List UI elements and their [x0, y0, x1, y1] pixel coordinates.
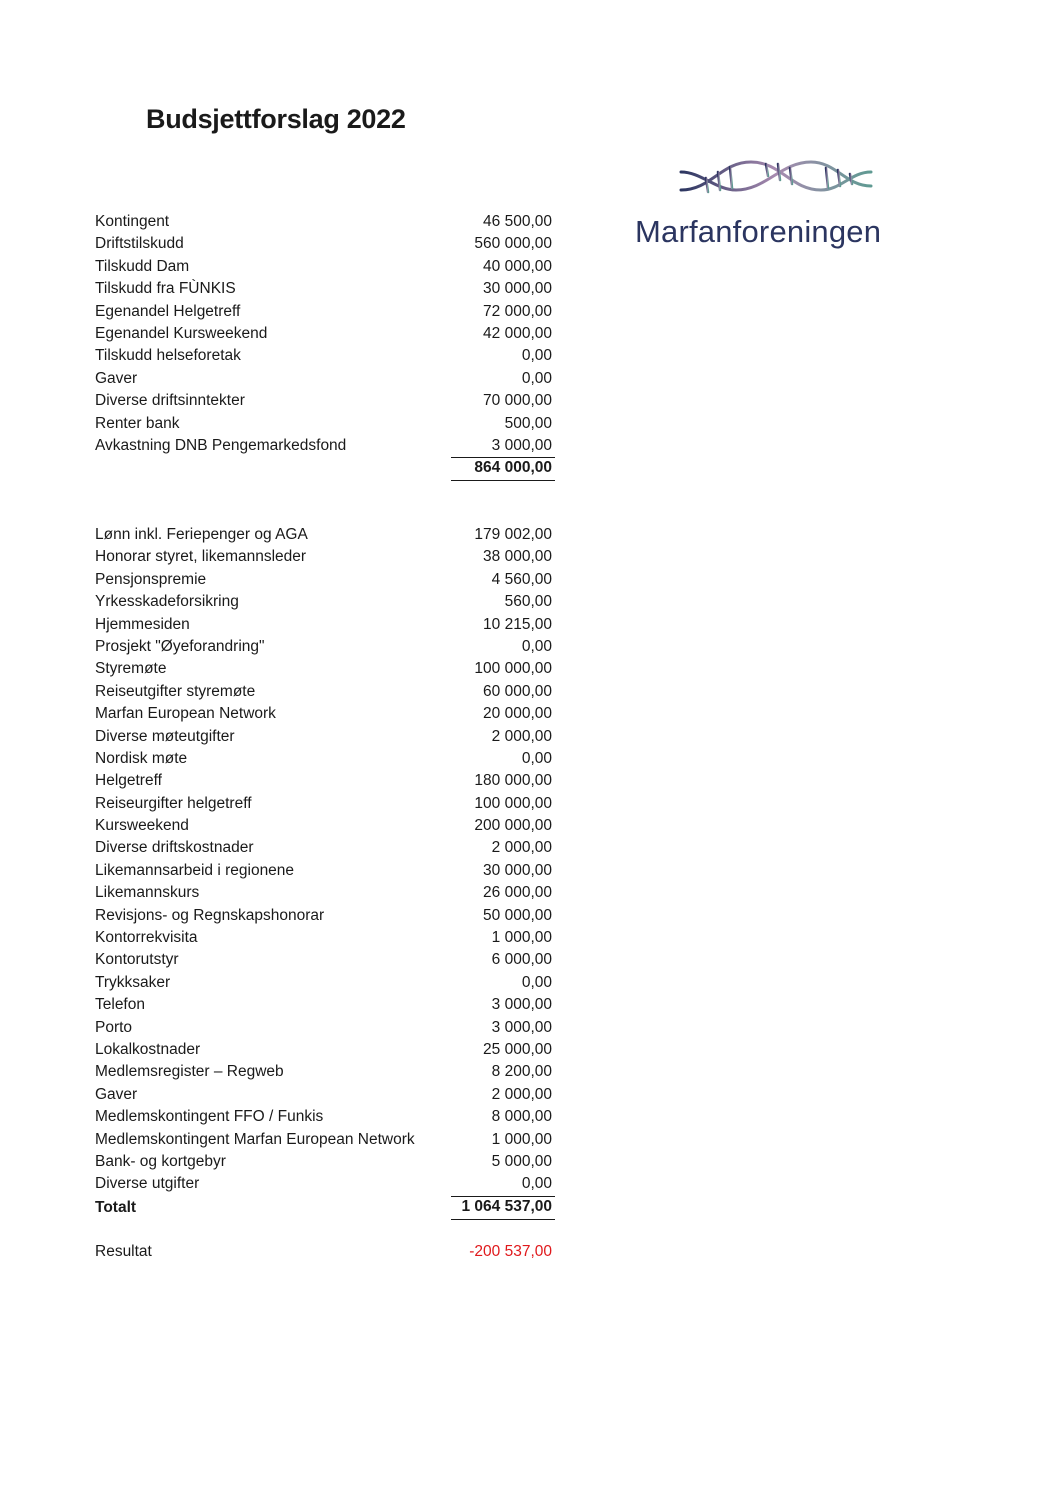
table-row: [95, 658, 555, 680]
table-row: [95, 815, 555, 837]
total-row: [95, 457, 555, 481]
table-row: [95, 614, 555, 636]
expense-table: [95, 524, 555, 1220]
table-row: [95, 413, 555, 435]
row-amount: 46 500,00: [483, 213, 552, 230]
table-row: [95, 681, 555, 703]
row-label: Gaver: [95, 1085, 138, 1103]
table-row: [95, 1106, 555, 1128]
row-amount: 4 560,00: [491, 570, 552, 588]
table-row: [95, 301, 555, 323]
row-label: Driftstilskudd: [95, 235, 184, 253]
row-label: Gaver: [95, 369, 138, 387]
row-label: Tilskudd Dam: [95, 257, 190, 275]
table-row: [95, 591, 555, 613]
row-label: Likemannskurs: [95, 884, 200, 902]
table-row: [95, 390, 555, 412]
row-amount: 500,00: [504, 414, 552, 432]
row-amount: 42 000,00: [483, 324, 552, 342]
row-amount: 10 215,00: [483, 615, 552, 633]
table-row: [95, 837, 555, 859]
row-amount: 60 000,00: [483, 682, 552, 700]
row-label: Helgetreff: [95, 772, 162, 790]
table-row: [95, 927, 555, 949]
table-row: [95, 1061, 555, 1083]
row-amount: 50 000,00: [483, 906, 552, 924]
table-row: [95, 278, 555, 300]
row-amount: 8 000,00: [491, 1108, 552, 1126]
row-amount: 0,00: [521, 973, 552, 991]
row-amount: 0,00: [521, 637, 552, 655]
row-amount: 0,00: [521, 369, 552, 387]
table-row: [95, 435, 555, 457]
row-label: Marfan European Network: [95, 705, 276, 723]
row-amount: 2 000,00: [491, 1085, 552, 1103]
table-row: [95, 1084, 555, 1106]
row-amount: 5 000,00: [491, 1152, 552, 1170]
row-amount: 200 000,00: [474, 817, 552, 835]
row-label: Kontingent: [95, 213, 170, 230]
table-row: [95, 949, 555, 971]
table-row: [95, 994, 555, 1016]
row-amount: 100 000,00: [474, 660, 552, 678]
row-label: Kontorrekvisita: [95, 929, 198, 947]
row-label: Medlemskontingent Marfan European Network: [95, 1130, 415, 1148]
row-label: Nordisk møte: [95, 749, 188, 767]
row-label: Diverse møteutgifter: [95, 727, 235, 745]
row-amount: 560 000,00: [474, 235, 552, 253]
row-label: Trykksaker: [95, 973, 171, 991]
row-label: Egenandel Helgetreff: [95, 302, 241, 320]
table-row: [95, 546, 555, 568]
total-box: [451, 457, 555, 481]
table-row: [95, 905, 555, 927]
row-label: Lokalkostnader: [95, 1040, 201, 1058]
table-row: [95, 882, 555, 904]
row-amount: 6 000,00: [491, 951, 552, 969]
total-box: [451, 1196, 555, 1220]
row-amount: 100 000,00: [474, 794, 552, 812]
dna-helix-icon: [676, 150, 876, 210]
row-label: Bank- og kortgebyr: [95, 1152, 226, 1170]
row-amount: 2 000,00: [491, 839, 552, 857]
table-row: [95, 770, 555, 792]
row-label: Kursweekend: [95, 817, 189, 835]
table-row: [95, 972, 555, 994]
table-row: [95, 748, 555, 770]
table-row: [95, 793, 555, 815]
row-amount: 3 000,00: [491, 996, 552, 1014]
row-label: Diverse driftskostnader: [95, 839, 254, 857]
row-label: Telefon: [95, 996, 145, 1014]
row-label: Styremøte: [95, 660, 167, 678]
row-amount: 1 000,00: [491, 929, 552, 947]
total-label: Totalt: [95, 1198, 137, 1216]
table-row: [95, 345, 555, 367]
row-amount: 179 002,00: [474, 526, 552, 543]
row-label: Likemannsarbeid i regionene: [95, 861, 295, 879]
row-label: Yrkesskadeforsikring: [95, 593, 239, 611]
table-row: [95, 860, 555, 882]
table-row: [95, 1151, 555, 1173]
table-row: [95, 569, 555, 591]
total-amount: 864 000,00: [474, 459, 552, 477]
row-amount: 0,00: [521, 347, 552, 365]
table-row: [95, 368, 555, 390]
total-row: [95, 1196, 555, 1220]
row-amount: 38 000,00: [483, 548, 552, 566]
row-amount: 8 200,00: [491, 1063, 552, 1081]
row-label: Egenandel Kursweekend: [95, 324, 268, 342]
row-label: Reiseutgifter styremøte: [95, 682, 256, 700]
row-label: Kontorutstyr: [95, 951, 179, 969]
row-label: Tilskudd helseforetak: [95, 347, 241, 365]
row-label: Hjemmesiden: [95, 615, 190, 633]
row-label: Tilskudd fra FÙNKIS: [95, 280, 236, 298]
table-row: [95, 1017, 555, 1039]
table-row: [95, 323, 555, 345]
row-amount: 25 000,00: [483, 1040, 552, 1058]
table-row: [95, 703, 555, 725]
row-label: Revisjons- og Regnskapshonorar: [95, 906, 325, 924]
row-label: Pensjonspremie: [95, 570, 207, 588]
total-amount: 1 064 537,00: [461, 1197, 552, 1215]
row-amount: 20 000,00: [483, 705, 552, 723]
row-amount: 0,00: [521, 1175, 552, 1193]
row-label: Porto: [95, 1018, 133, 1036]
table-row: [95, 233, 555, 255]
row-amount: 30 000,00: [483, 861, 552, 879]
row-amount: 180 000,00: [474, 772, 552, 790]
row-label: Lønn inkl. Feriepenger og AGA: [95, 526, 308, 543]
row-amount: 40 000,00: [483, 257, 552, 275]
table-row: [95, 524, 555, 546]
table-row: [95, 1129, 555, 1151]
row-label: Avkastning DNB Pengemarkedsfond: [95, 436, 347, 454]
row-amount: 1 000,00: [491, 1130, 552, 1148]
row-label: Medlemskontingent FFO / Funkis: [95, 1108, 324, 1126]
row-amount: 560,00: [504, 593, 552, 611]
row-amount: 3 000,00: [491, 436, 552, 454]
page-title: Budsjettforslag 2022: [146, 104, 406, 134]
table-row: [95, 256, 555, 278]
table-row: [95, 726, 555, 748]
row-label: Diverse utgifter: [95, 1175, 200, 1193]
table-row: [95, 1173, 555, 1195]
table-row: [95, 1039, 555, 1061]
row-label: Prosjekt "Øyeforandring": [95, 637, 265, 655]
row-label: Reiseurgifter helgetreff: [95, 794, 252, 812]
logo: [630, 150, 930, 260]
logo-text: Marfanforeningen: [635, 214, 882, 249]
row-label: Renter bank: [95, 414, 180, 432]
row-label: Honorar styret, likemannsleder: [95, 548, 307, 566]
table-row: [95, 211, 555, 233]
row-amount: 3 000,00: [491, 1018, 552, 1036]
row-amount: 30 000,00: [483, 280, 552, 298]
row-label: Medlemsregister – Regweb: [95, 1063, 284, 1081]
result-row: [95, 1241, 555, 1263]
result-amount: -200 537,00: [469, 1243, 552, 1260]
result-label: Resultat: [95, 1243, 152, 1260]
row-label: Diverse driftsinntekter: [95, 392, 245, 410]
row-amount: 26 000,00: [483, 884, 552, 902]
row-amount: 0,00: [521, 749, 552, 767]
income-table: [95, 211, 555, 481]
row-amount: 70 000,00: [483, 392, 552, 410]
table-row: [95, 636, 555, 658]
row-amount: 72 000,00: [483, 302, 552, 320]
row-amount: 2 000,00: [491, 727, 552, 745]
